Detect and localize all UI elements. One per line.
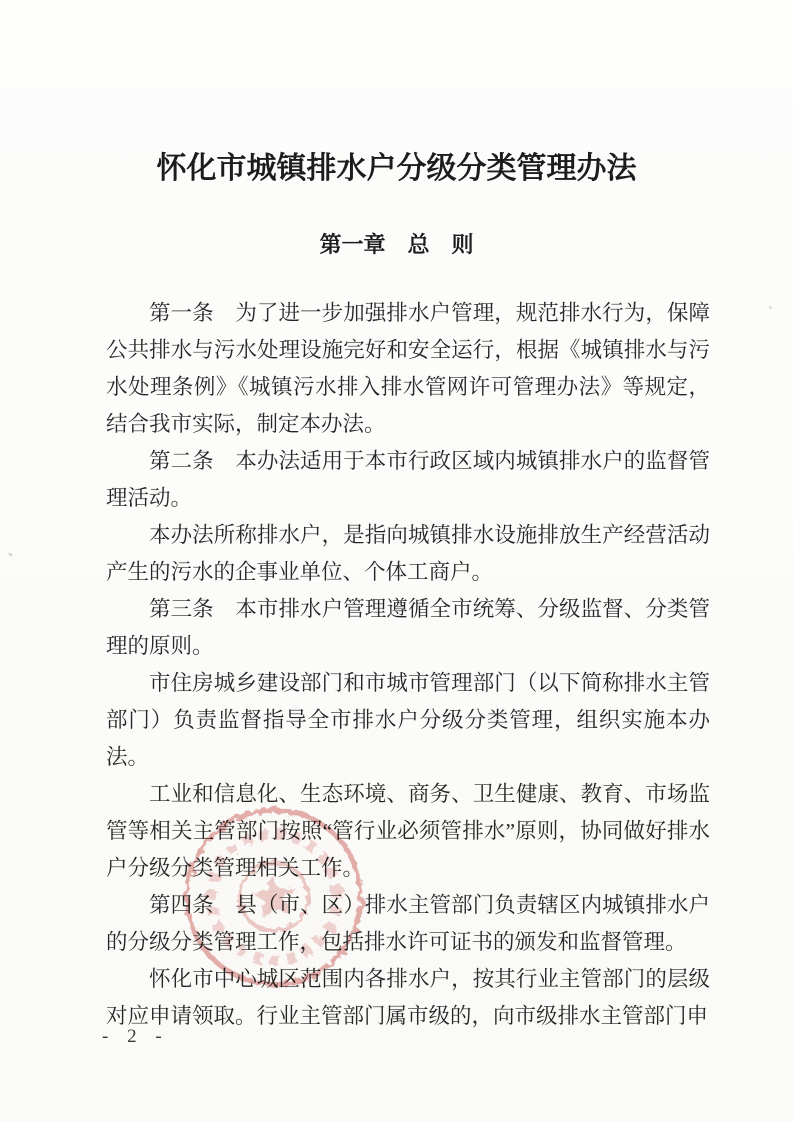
chapter-heading: 第一章 总 则 bbox=[319, 232, 474, 257]
paragraph-article-4-cont: 怀化市中心城区范围内各排水户，按其行业主管部门的层级对应申请领取。行业主管部门属市级的，向市级排水主管部门申 bbox=[106, 967, 710, 1028]
scan-artifact bbox=[8, 552, 14, 557]
paragraph-article-3-cont2: 工业和信息化、生态环境、商务、卫生健康、教育、市场监管等相关主管部门按照“管行业必须管排水”原则，协同做好排水户分级分类管理相关工作。 bbox=[106, 782, 710, 880]
document-title: 怀化市城镇排水户分级分类管理办法 bbox=[156, 152, 637, 185]
paragraph-article-2-cont: 本办法所称排水户，是指向城镇排水设施排放生产经营活动产生的污水的企事业单位、个体工商户。 bbox=[106, 523, 710, 584]
paragraph-article-3-cont: 市住房城乡建设部门和市城市管理部门（以下简称排水主管部门）负责监督指导全市排水户分级分类管理，组织实施本办法。 bbox=[106, 671, 710, 769]
paragraph-article-3: 第三条 本市排水户管理遵循全市统筹、分级监督、分类管理的原则。 bbox=[106, 597, 710, 658]
page-number: - 2 - bbox=[102, 1026, 169, 1047]
paragraph-article-1: 第一条 为了进一步加强排水户管理，规范排水行为，保障公共排水与污水处理设施完好和安全运行，根据《城镇排水与污水处理条例》《城镇污水排入排水管网许可管理办法》等规定，结合我市实际，制定本办法。 bbox=[106, 301, 710, 436]
paragraph-article-2: 第二条 本办法适用于本市行政区域内城镇排水户的监督管理活动。 bbox=[106, 449, 710, 510]
document-body bbox=[106, 295, 710, 1035]
scan-artifact bbox=[769, 306, 772, 309]
paragraph-article-4: 第四条 县（市、区）排水主管部门负责辖区内城镇排水户的分级分类管理工作，包括排水许可证书的颁发和监督管理。 bbox=[106, 893, 710, 954]
